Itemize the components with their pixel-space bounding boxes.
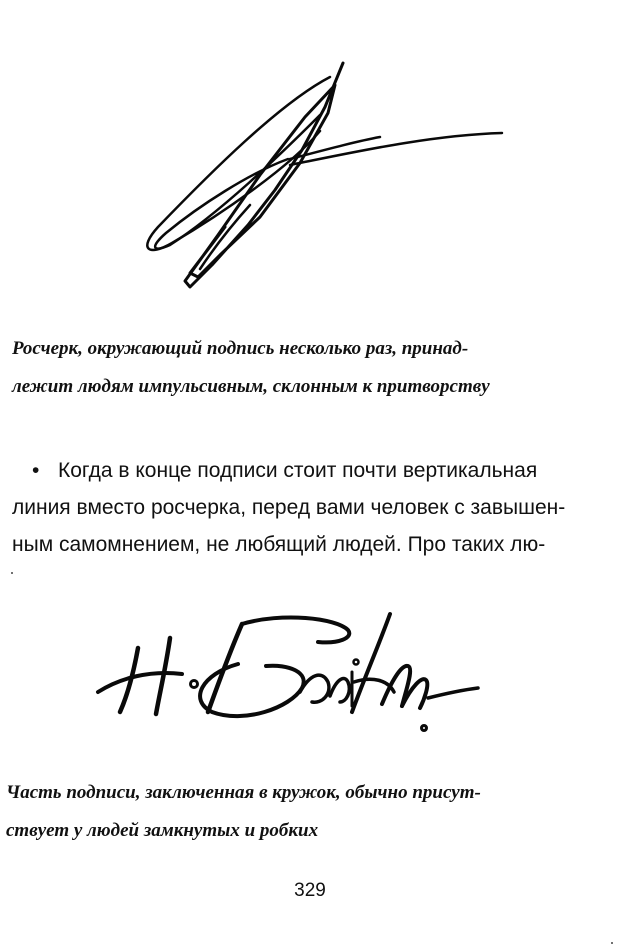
caption-2-line-1: Часть подписи, заключенная в кружок, обычно присут-	[6, 782, 481, 803]
signature-sample-1	[130, 55, 510, 300]
bullet-paragraph	[12, 452, 565, 563]
page-number: 329	[294, 880, 326, 901]
scan-speck	[11, 572, 13, 574]
paragraph-line-3: ным самомнением, не любящий людей. Про таких лю-	[12, 533, 546, 556]
bullet-marker: •	[32, 459, 40, 482]
paragraph-line-2: линия вместо росчерка, перед вами человек с завышен-	[12, 496, 566, 519]
caption-1	[12, 330, 490, 406]
paragraph-line-1-text: Когда в конце подписи стоит почти вертикальная	[58, 459, 538, 482]
scan-speck	[611, 942, 613, 944]
paragraph-line-1	[12, 452, 565, 489]
caption-1-line-1: Росчерк, окружающий подпись несколько раз, принад-	[12, 338, 469, 359]
caption-2	[6, 774, 481, 850]
signature-sample-2	[90, 608, 480, 738]
caption-1-line-2: лежит людям импульсивным, склонным к притворству	[12, 376, 490, 397]
caption-2-line-2: ствует у людей замкнутых и робких	[6, 820, 319, 841]
